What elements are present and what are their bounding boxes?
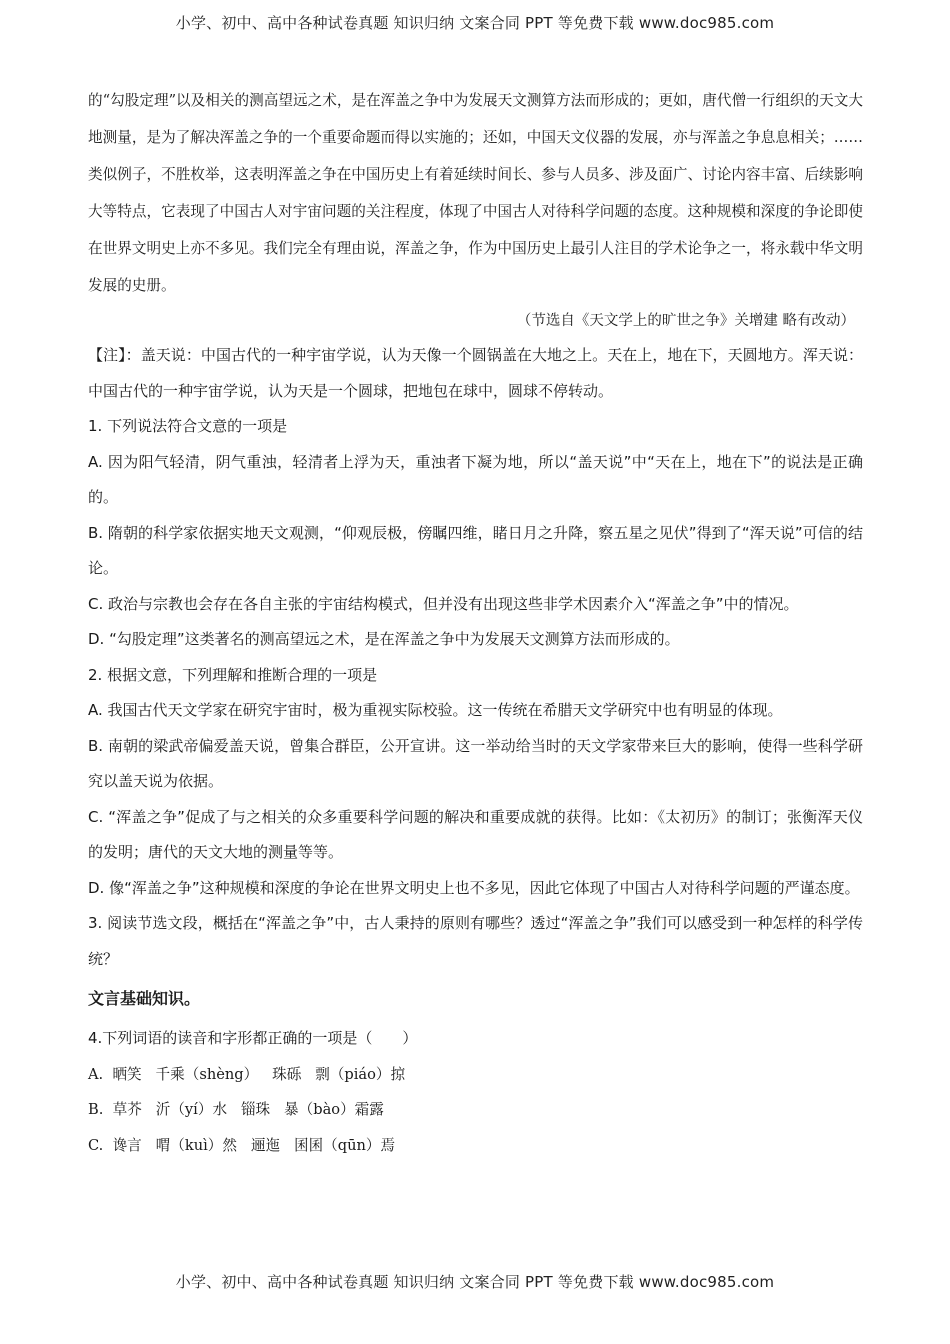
question-4-option-c: C. 谗言 喟（kuì）然 逦迤 囷囷（qūn）焉 <box>88 1136 396 1154</box>
question-2-option-d: D. 像“浑盖之争”这种规模和深度的争论在世界文明史上也不多见，因此它体现了中国古人对待科学问题的严谨态度。 <box>88 878 860 897</box>
section-title-classical-chinese: 文言基础知识。 <box>88 989 201 1008</box>
question-2-option-b: B. 南朝的梁武帝偏爱盖天说，曾集合群臣，公开宣讲。这一举动给当时的天文学家带来巨大的影响，使得一些科学研究以盖天说为依据。 <box>88 736 863 790</box>
question-3-stem: 3. 阅读节选文段，概括在“浑盖之争”中，古人秉持的原则有哪些？透过“浑盖之争”我们可以感受到一种怎样的科学传统？ <box>88 914 863 968</box>
passage-paragraph: 的“勾股定理”以及相关的测高望远之术，是在浑盖之争中为发展天文测算方法而形成的；更如，唐代僧一行组织的天文大地测量，是为了解决浑盖之争的一个重要命题而得以实施的；还如，中国天文仪器的发展，亦与浑盖之争息息相关；……类似例子，不胜枚举，这表明浑盖之争在中国历史上有着延续时间长、参与人员多、涉及面广、讨论内容丰富、后续影响大等特点，它表现了中国古人对宇宙问题的关注程度，体现了中国古人对待科学问题的态度。这种规模和深度的争论即使在世界文明史上亦不多见。我们完全有理由说，浑盖之争，作为中国历史上最引人注目的学术论争之一，将永载中华文明发展的史册。 <box>88 92 863 294</box>
document-body <box>88 82 863 1163</box>
page-footer: 小学、初中、高中各种试卷真题 知识归纳 文案合同 PPT 等免费下载 www.doc985.com <box>175 1273 775 1291</box>
question-2-option-a: A. 我国古代天文学家在研究宇宙时，极为重视实际校验。这一传统在希腊天文学研究中也有明显的体现。 <box>88 701 783 719</box>
question-1-stem: 1. 下列说法符合文意的一项是 <box>88 417 288 435</box>
question-1-option-a: A. 因为阳气轻清，阴气重浊，轻清者上浮为天，重浊者下凝为地，所以“盖天说”中“天在上，地在下”的说法是正确的。 <box>88 452 863 506</box>
question-2-option-c: C. “浑盖之争”促成了与之相关的众多重要科学问题的解决和重要成就的获得。比如：《太初历》的制订；张衡浑天仪的发明；唐代的天文大地的测量等等。 <box>88 807 863 861</box>
question-2-stem: 2. 根据文意，下列理解和推断合理的一项是 <box>88 665 378 684</box>
question-4-stem: 4.下列词语的读音和字形都正确的一项是（ ） <box>88 1029 418 1047</box>
question-1-option-b: B. 隋朝的科学家依据实地天文观测，“仰观辰极，傍瞩四维，睹日月之升降，察五星之见伏”得到了“浑天说”可信的结论。 <box>88 523 863 577</box>
question-4-option-a: A. 晒笑 千乘（shèng） 珠砾 剽（piáo）掠 <box>88 1065 406 1083</box>
question-4-option-b: B. 草芥 沂（yí）水 锱珠 暴（bào）霜露 <box>88 1101 384 1118</box>
note-paragraph: 【注】：盖天说：中国古代的一种宇宙学说，认为天像一个圆锅盖在大地之上。天在上，地在下，天圆地方。浑天说：中国古代的一种宇宙学说，认为天是一个圆球，把地包在球中，圆球不停转动。 <box>88 346 863 400</box>
question-1-option-c: C. 政治与宗教也会存在各自主张的宇宙结构模式，但并没有出现这些非学术因素介入“浑盖之争”中的情况。 <box>88 594 799 613</box>
page-header: 小学、初中、高中各种试卷真题 知识归纳 文案合同 PPT 等免费下载 www.doc985.com <box>175 14 775 32</box>
passage-source: （节选自《天文学上的旷世之争》关增建 略有改动） <box>516 313 855 329</box>
question-1-option-d: D. “勾股定理”这类著名的测高望远之术，是在浑盖之争中为发展天文测算方法而形成的。 <box>88 630 680 648</box>
